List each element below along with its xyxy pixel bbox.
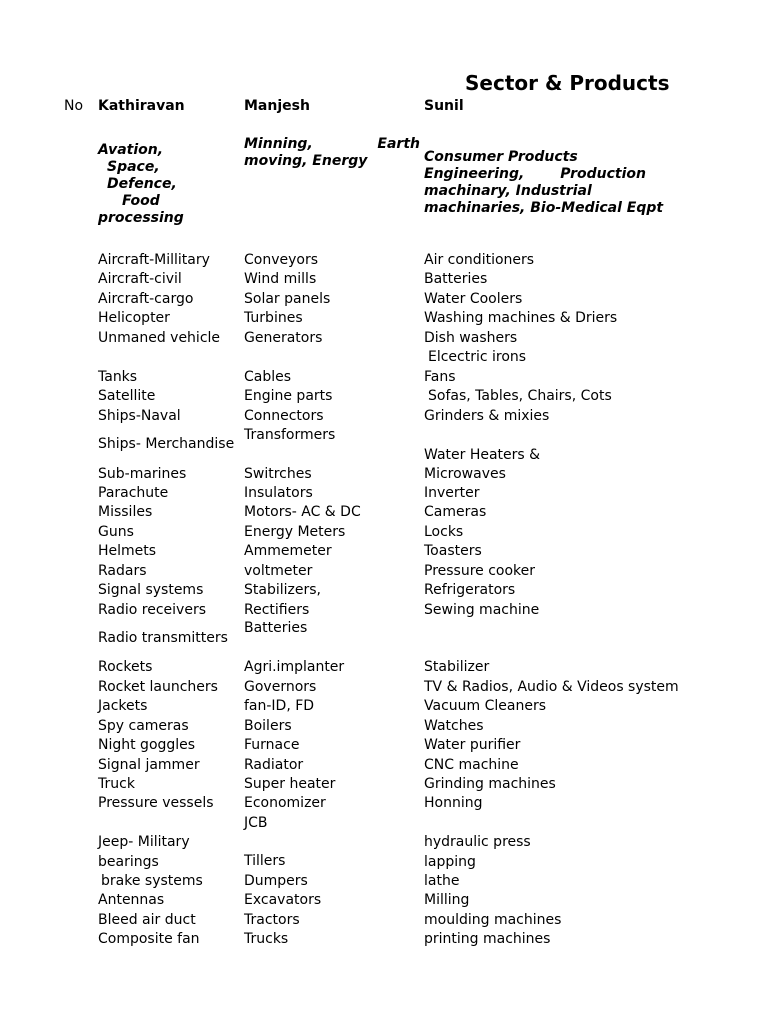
product-item: Elcectric irons [428, 349, 527, 365]
sector-manjesh [244, 136, 420, 170]
product-item: Sewing machine [424, 602, 540, 618]
sector-line: Consumer Products [424, 149, 578, 165]
sector-line: Avation, [98, 142, 164, 158]
product-item: Toasters [424, 543, 482, 559]
product-item: Truck [98, 776, 135, 792]
product-item: Guns [98, 524, 134, 540]
product-item: Ships- Merchandise [98, 436, 235, 452]
product-item: Batteries [424, 271, 488, 287]
product-item: Motors- AC & DC [244, 504, 361, 520]
product-item: TV & Radios, Audio & Videos system [424, 679, 679, 695]
product-item: Pressure cooker [424, 563, 536, 579]
product-item: Rocket launchers [98, 679, 218, 695]
product-item: Inverter [424, 485, 480, 501]
product-item: Dish washers [424, 330, 518, 346]
product-item: Ammemeter [244, 543, 332, 559]
product-item: Rockets [98, 659, 153, 675]
sector-word: Earth [377, 136, 420, 152]
product-item: Generators [244, 330, 323, 346]
product-item: Solar panels [244, 291, 331, 307]
product-item: Unmaned vehicle [98, 330, 221, 346]
product-item: Sofas, Tables, Chairs, Cots [428, 388, 612, 404]
product-item: Sub-marines [98, 466, 187, 482]
product-item: Grinders & mixies [424, 408, 550, 424]
product-item: Trucks [244, 931, 289, 947]
product-item: Stabilizers, [244, 582, 321, 598]
product-item: Grinding machines [424, 776, 556, 792]
product-item: Spy cameras [98, 718, 189, 734]
product-item: voltmeter [244, 563, 313, 579]
product-item: Antennas [98, 892, 165, 908]
sector-word: Minning, [244, 136, 313, 152]
product-item: Tillers [244, 853, 286, 869]
product-item: Helicopter [98, 310, 170, 326]
sector-line [424, 166, 646, 183]
product-item: Watches [424, 718, 484, 734]
product-item: brake systems [101, 873, 203, 889]
product-item: Aircraft-civil [98, 271, 182, 287]
product-item: fan-ID, FD [244, 698, 315, 714]
product-item: Pressure vessels [98, 795, 214, 811]
sector-line: processing [98, 210, 184, 226]
product-item: Water Heaters & [424, 447, 541, 463]
product-item: Radiator [244, 757, 304, 773]
product-item: lapping [424, 854, 476, 870]
product-item: Furnace [244, 737, 300, 753]
sector-line: Food [122, 193, 160, 209]
product-item: Locks [424, 524, 464, 540]
product-item: Engine parts [244, 388, 333, 404]
product-item: Stabilizer [424, 659, 490, 675]
product-item: Tanks [98, 369, 138, 385]
product-item: Batteries [244, 620, 308, 636]
product-item: Refrigerators [424, 582, 516, 598]
product-item: Connectors [244, 408, 324, 424]
sector-line: machinaries, Bio-Medical Eqpt [424, 200, 664, 216]
product-item: Governors [244, 679, 317, 695]
header-sunil: Sunil [424, 98, 464, 114]
product-item: Missiles [98, 504, 153, 520]
product-item: Satellite [98, 388, 156, 404]
product-item: Signal systems [98, 582, 204, 598]
product-item: Switrches [244, 466, 312, 482]
sector-line: Space, [107, 159, 160, 175]
product-item: Bleed air duct [98, 912, 196, 928]
sector-sunil [424, 149, 663, 217]
product-item: Conveyors [244, 252, 319, 268]
product-item: Wind mills [244, 271, 317, 287]
product-item: Insulators [244, 485, 313, 501]
product-item: Tractors [244, 912, 300, 928]
product-item: Water purifier [424, 737, 521, 753]
product-item: Fans [424, 369, 456, 385]
product-item: Night goggles [98, 737, 196, 753]
product-item: Air conditioners [424, 252, 535, 268]
product-item: Parachute [98, 485, 169, 501]
product-item: moulding machines [424, 912, 562, 928]
product-item: Jeep- Military [98, 834, 190, 850]
product-item: Vacuum Cleaners [424, 698, 546, 714]
product-item: Helmets [98, 543, 157, 559]
product-item: bearings [98, 854, 159, 870]
product-item: Boilers [244, 718, 292, 734]
product-item: hydraulic press [424, 834, 531, 850]
product-item: Radio receivers [98, 602, 207, 618]
product-item: Dumpers [244, 873, 308, 889]
product-item: Ships-Naval [98, 408, 181, 424]
product-item: Aircraft-Millitary [98, 252, 210, 268]
product-item: printing machines [424, 931, 551, 947]
sector-line: machinary, Industrial [424, 183, 592, 199]
product-item: Composite fan [98, 931, 200, 947]
sector-word: Engineering, [424, 166, 525, 182]
sector-line: moving, Energy [244, 153, 368, 169]
sector-line: Defence, [107, 176, 177, 192]
product-item: Radio transmitters [98, 630, 228, 646]
product-item: Jackets [98, 698, 148, 714]
product-item: Cables [244, 369, 292, 385]
product-item: JCB [244, 815, 268, 831]
product-item: Super heater [244, 776, 336, 792]
product-item: Signal jammer [98, 757, 200, 773]
header-kathiravan: Kathiravan [98, 98, 185, 114]
page-title: Sector & Products [465, 71, 670, 95]
product-item: Radars [98, 563, 147, 579]
sector-kathiravan [98, 142, 184, 227]
product-item: Excavators [244, 892, 322, 908]
header-no: No [64, 98, 84, 114]
product-item: Agri.implanter [244, 659, 345, 675]
product-item: Cameras [424, 504, 487, 520]
header-manjesh: Manjesh [244, 98, 310, 114]
product-item: Honning [424, 795, 483, 811]
product-item: Turbines [244, 310, 303, 326]
product-item: CNC machine [424, 757, 519, 773]
product-item: Water Coolers [424, 291, 523, 307]
product-item: Washing machines & Driers [424, 310, 618, 326]
product-item: Economizer [244, 795, 326, 811]
product-item: Rectifiers [244, 602, 310, 618]
sector-line [244, 136, 420, 153]
product-item: Aircraft-cargo [98, 291, 194, 307]
product-item: lathe [424, 873, 460, 889]
product-item: Energy Meters [244, 524, 346, 540]
sector-word: Production [560, 166, 646, 182]
product-item: Transformers [244, 427, 336, 443]
product-item: Microwaves [424, 466, 506, 482]
product-item: Milling [424, 892, 470, 908]
